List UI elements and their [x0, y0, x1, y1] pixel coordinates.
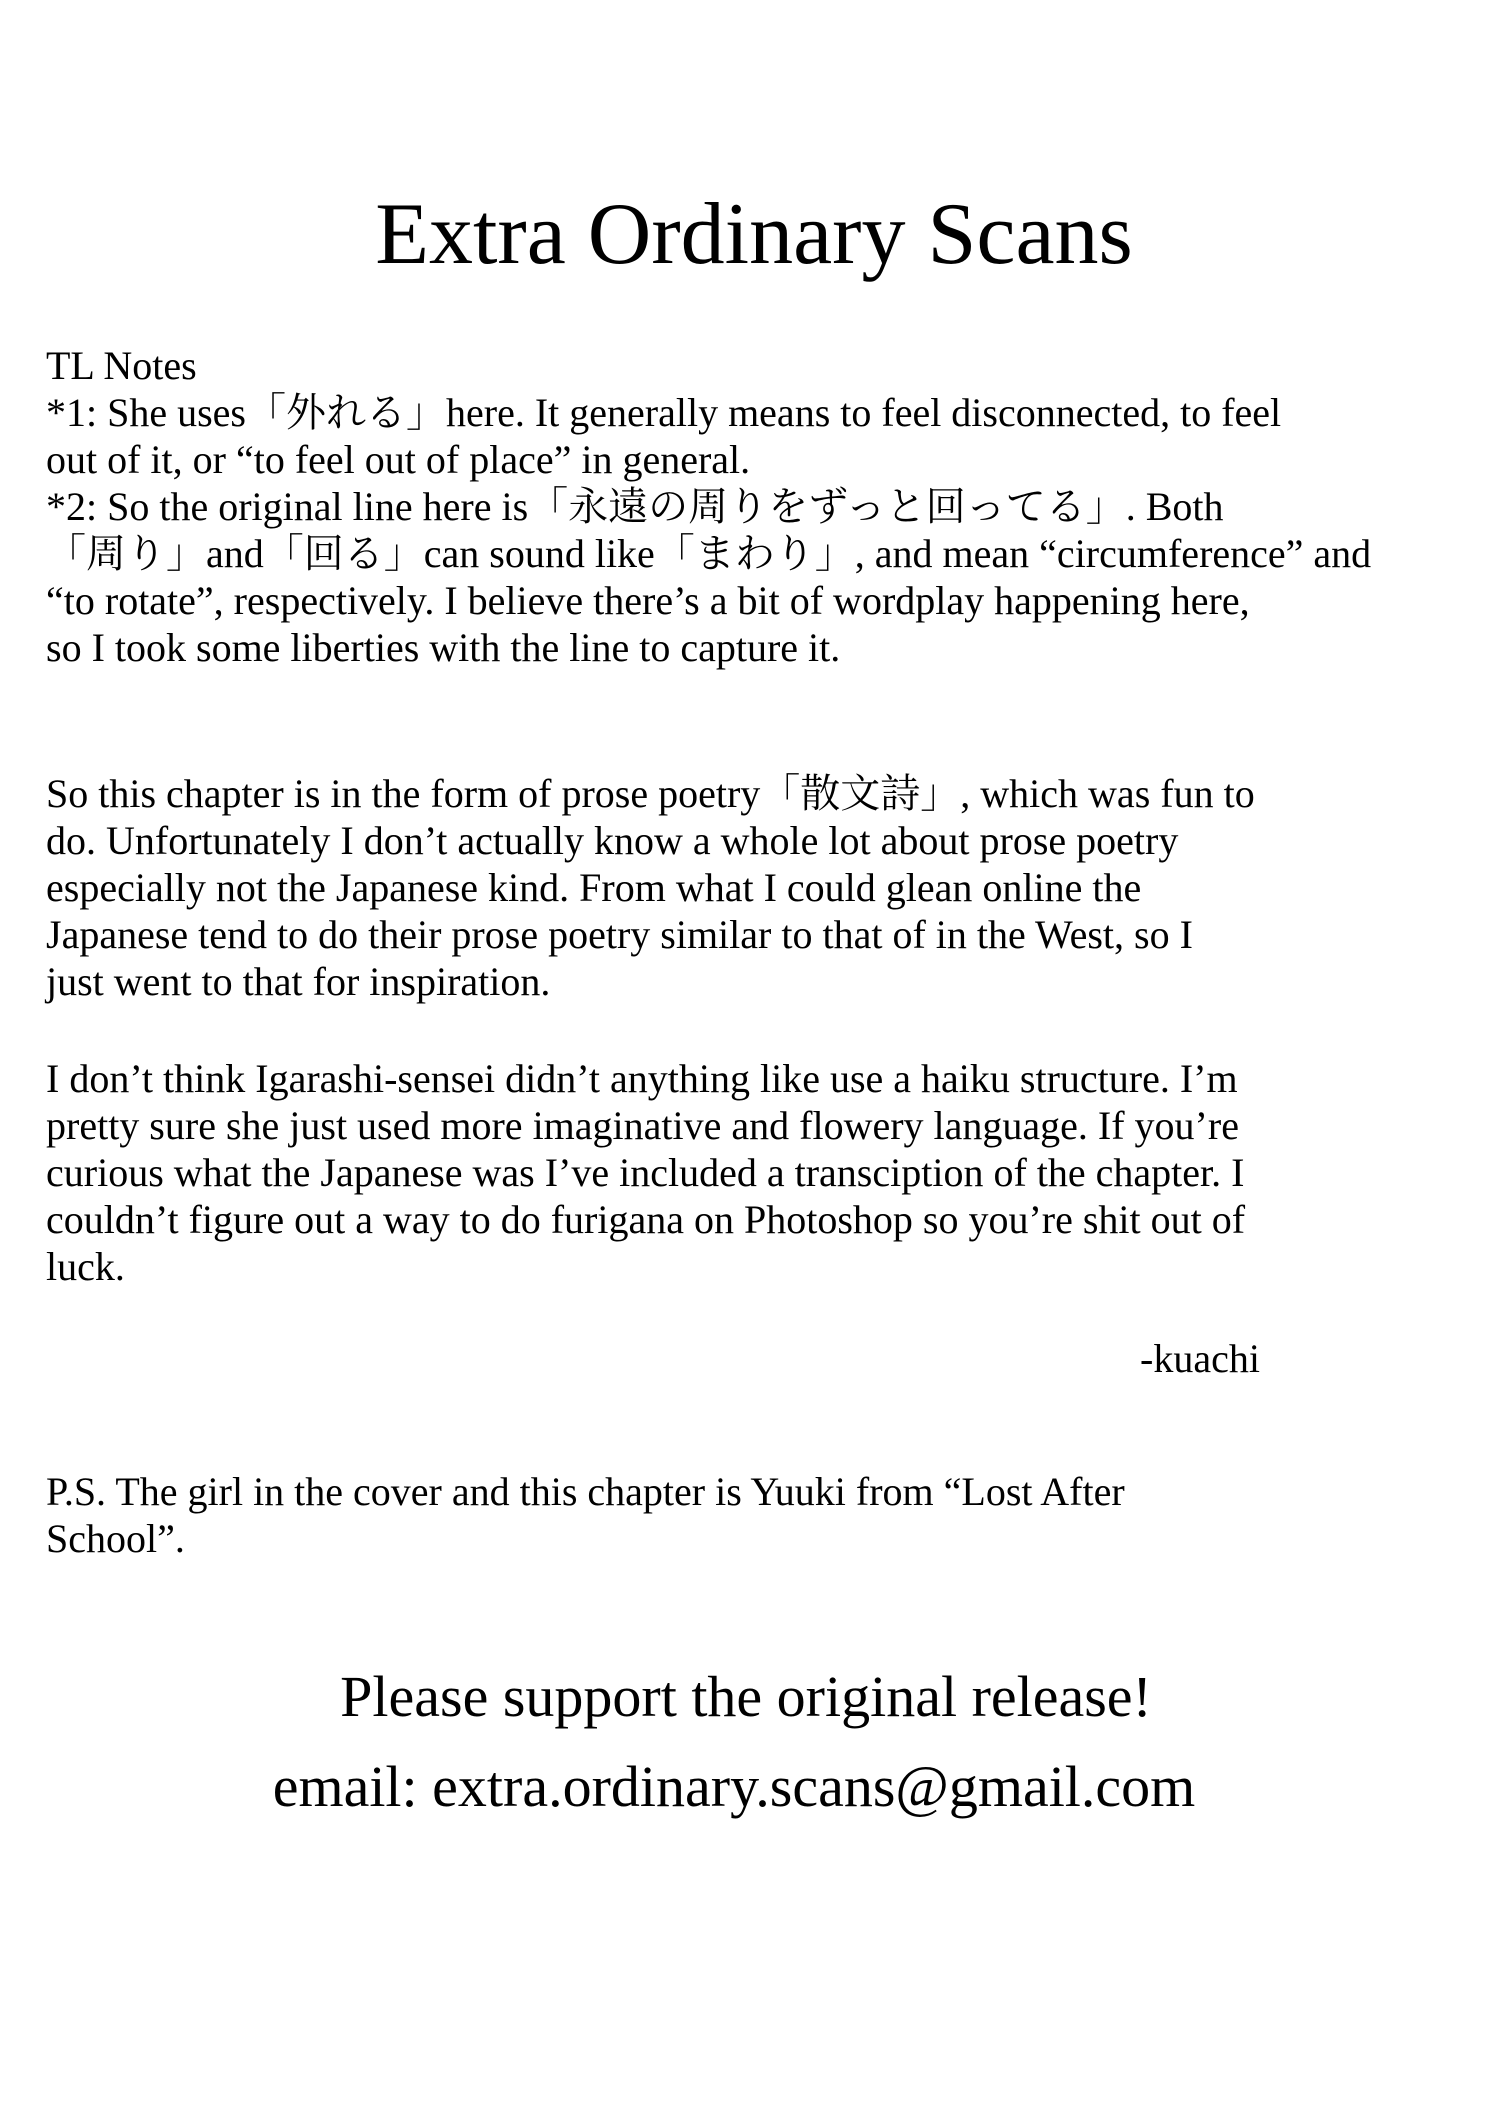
- paragraph-line: curious what the Japanese was I’ve included a transciption of the chapter. I: [46, 1150, 1245, 1195]
- tl-note-line: so I took some liberties with the line to capture it.: [46, 625, 841, 670]
- paragraph-line: do. Unfortunately I don’t actually know a whole lot about prose poetry: [46, 818, 1179, 863]
- contact-email: email: extra.ordinary.scans@gmail.com: [272, 1754, 1196, 1819]
- support-message: Please support the original release!: [340, 1664, 1152, 1729]
- signature: -kuachi: [1140, 1336, 1260, 1381]
- tl-notes-heading: TL Notes: [46, 343, 197, 388]
- page-title: Extra Ordinary Scans: [375, 186, 1133, 283]
- prose-poetry-paragraph: [46, 770, 1486, 1005]
- paragraph-line: luck.: [46, 1244, 125, 1289]
- paragraph-line: Japanese tend to do their prose poetry similar to that of in the West, so I: [46, 912, 1193, 957]
- paragraph-line: especially not the Japanese kind. From what I could glean online the: [46, 865, 1142, 910]
- paragraph-line: couldn’t figure out a way to do furigana on Photoshop so you’re shit out of: [46, 1197, 1246, 1242]
- tl-note-line: out of it, or “to feel out of place” in general.: [46, 437, 751, 482]
- tl-note-line: 「周り」and「回る」can sound like「まわり」, and mean “circumference” and: [46, 531, 1372, 576]
- paragraph-line: pretty sure she just used more imaginative and flowery language. If you’re: [46, 1103, 1239, 1148]
- tl-note-line: *2: So the original line here is「永遠の周りをずっと回ってる」. Both: [46, 484, 1224, 529]
- tl-note-line: “to rotate”, respectively. I believe there’s a bit of wordplay happening here,: [46, 578, 1250, 623]
- haiku-paragraph: [46, 1055, 1486, 1290]
- postscript-line: School”.: [46, 1516, 185, 1561]
- tl-notes-section: [46, 342, 1486, 671]
- tl-note-line: *1: She uses「外れる」here. It generally means to feel disconnected, to feel: [46, 390, 1282, 435]
- paragraph-line: I don’t think Igarashi-sensei didn’t anything like use a haiku structure. I’m: [46, 1056, 1238, 1101]
- postscript: [46, 1468, 1486, 1562]
- postscript-line: P.S. The girl in the cover and this chapter is Yuuki from “Lost After: [46, 1469, 1125, 1514]
- paragraph-line: just went to that for inspiration.: [46, 959, 551, 1004]
- paragraph-line: So this chapter is in the form of prose poetry「散文詩」, which was fun to: [46, 771, 1255, 816]
